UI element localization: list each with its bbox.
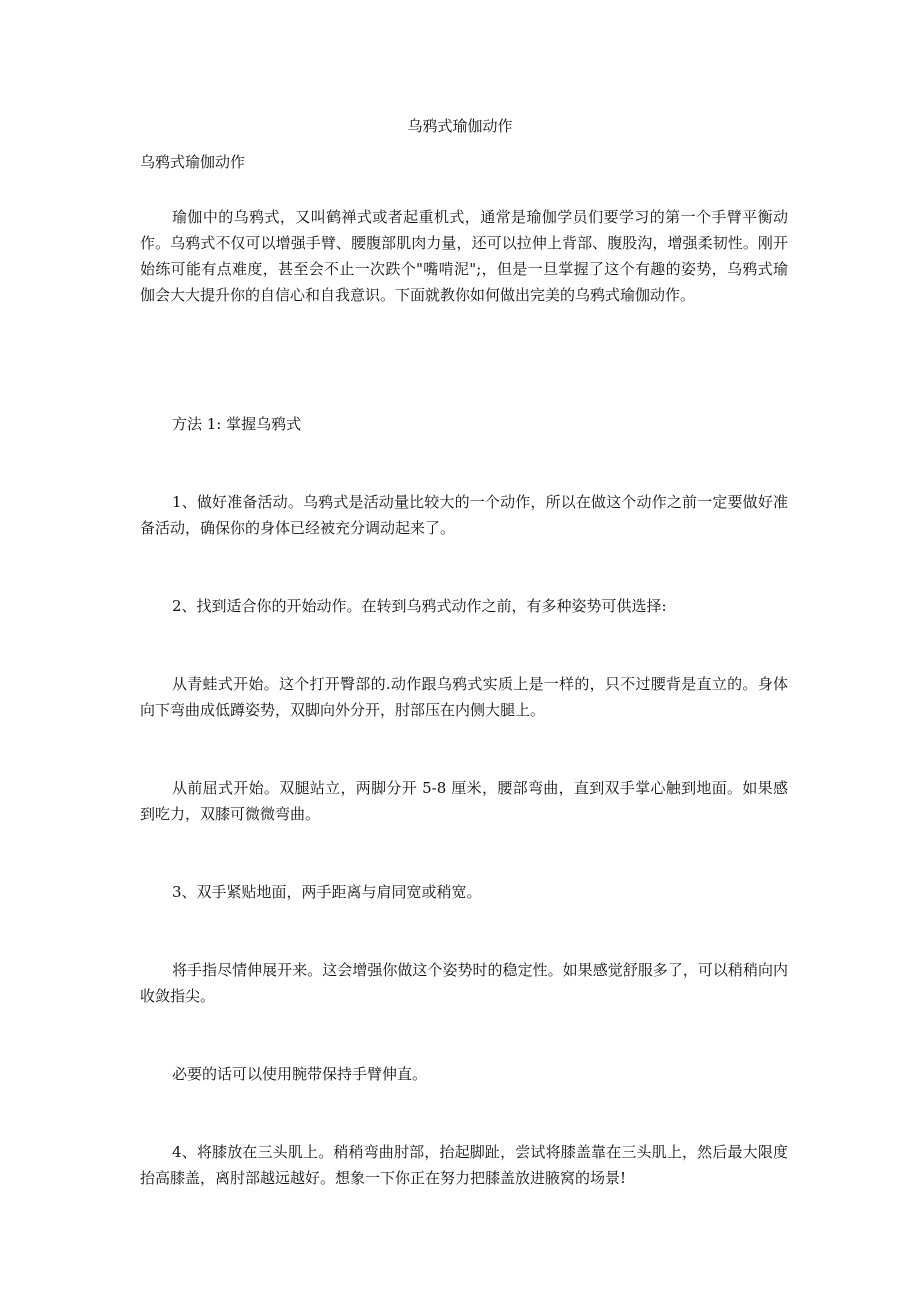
step-3-paragraph: 3、双手紧贴地面，两手距离与肩同宽或稍宽。 <box>172 883 482 901</box>
document-title: 乌鸦式瑜伽动作 <box>407 117 513 135</box>
wrist-strap-paragraph: 必要的话可以使用腕带保持手臂伸直。 <box>172 1065 428 1083</box>
step-1-paragraph: 1、做好准备活动。乌鸦式是活动量比较大的一个动作，所以在做这个动作之前一定要做好准备活动，确保你的身体已经被充分调动起来了。 <box>140 493 788 537</box>
forward-bend-paragraph: 从前屈式开始。双腿站立，两脚分开 5-8 厘米，腰部弯曲，直到双手掌心触到地面。如果感到吃力，双膝可微微弯曲。 <box>140 779 788 823</box>
fingers-paragraph: 将手指尽情伸展开来。这会增强你做这个姿势时的稳定性。如果感觉舒服多了，可以稍稍向内收敛指尖。 <box>140 961 788 1005</box>
frog-pose-paragraph: 从青蛙式开始。这个打开臀部的.动作跟乌鸦式实质上是一样的，只不过腰背是直立的。身体向下弯曲成低蹲姿势，双脚向外分开，肘部压在内侧大腿上。 <box>140 675 788 719</box>
step-2-paragraph: 2、找到适合你的开始动作。在转到乌鸦式动作之前，有多种姿势可供选择: <box>172 597 667 615</box>
method-heading: 方法 1: 掌握乌鸦式 <box>172 415 302 433</box>
intro-paragraph: 瑜伽中的乌鸦式，又叫鹤禅式或者起重机式，通常是瑜伽学员们要学习的第一个手臂平衡动作。乌鸦式不仅可以增强手臂、腰腹部肌肉力量，还可以拉伸上背部、腹股沟，增强柔韧性。刚开始练可能有点难度，甚至会不止一次跌个"嘴啃泥";，但是一旦掌握了这个有趣的姿势，乌鸦式瑜伽会大大提升你的自信心和自我意识。下面就教你如何做出完美的乌鸦式瑜伽动作。 <box>140 208 788 304</box>
step-4-paragraph: 4、将膝放在三头肌上。稍稍弯曲肘部，抬起脚趾，尝试将膝盖靠在三头肌上，然后最大限度抬高膝盖，离肘部越远越好。想象一下你正在努力把膝盖放进腋窝的场景! <box>140 1143 788 1187</box>
document-subtitle: 乌鸦式瑜伽动作 <box>140 153 246 171</box>
